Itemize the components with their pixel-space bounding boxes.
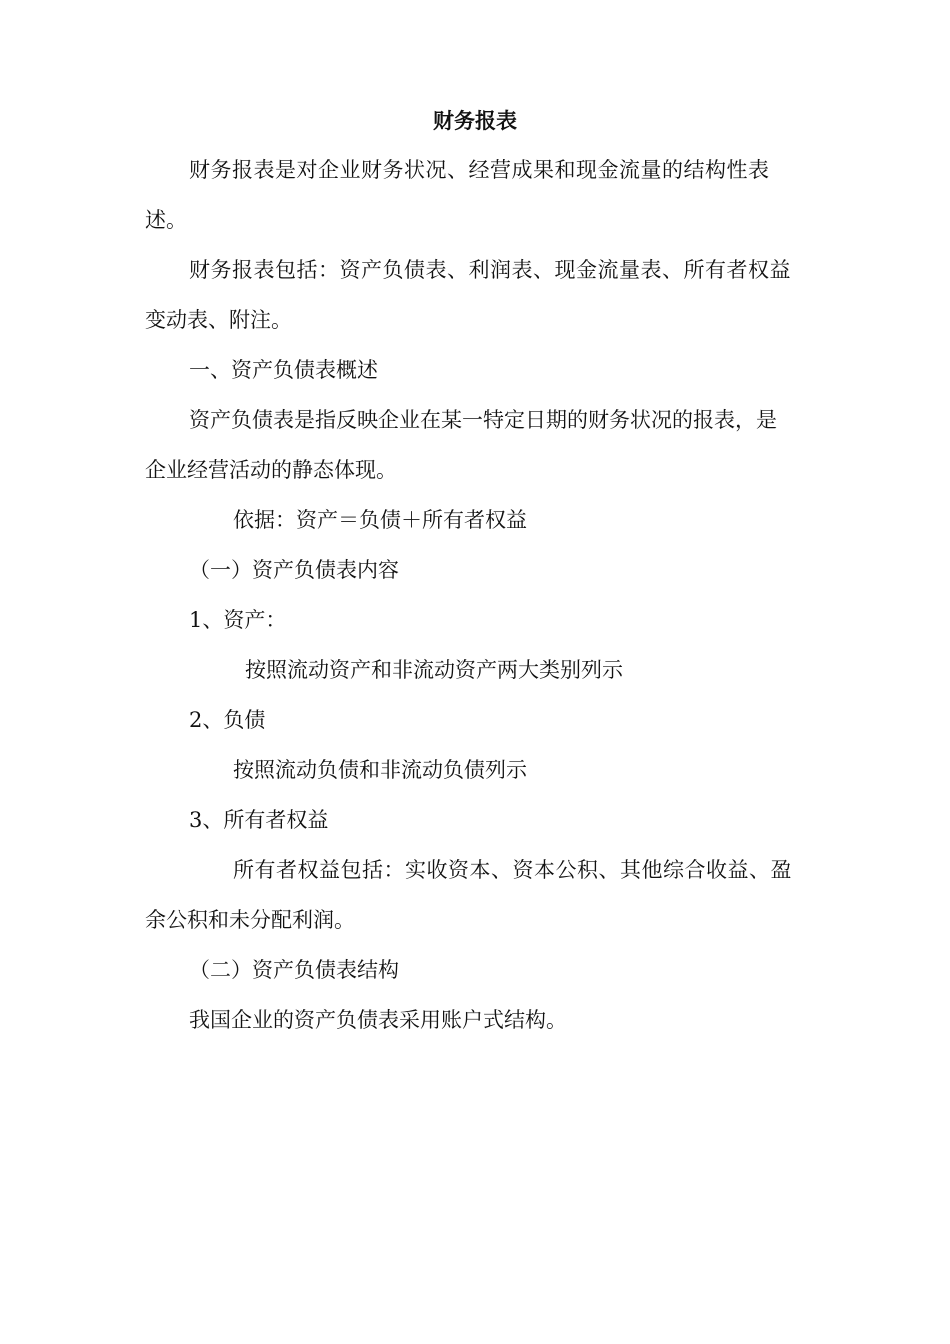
paragraph-definition-line2: 述。 bbox=[145, 208, 187, 232]
paragraph-components-line1: 财务报表包括：资产负债表、利润表、现金流量表、所有者权益 bbox=[189, 258, 791, 282]
accounting-equation: 依据：资产＝负债＋所有者权益 bbox=[233, 508, 527, 532]
subheading-structure: （二）资产负债表结构 bbox=[189, 958, 399, 982]
section-heading-overview: 一、资产负债表概述 bbox=[189, 358, 378, 382]
item-equity-description-line1: 所有者权益包括：实收资本、资本公积、其他综合收益、盈 bbox=[233, 858, 792, 882]
item-equity: 3、所有者权益 bbox=[189, 808, 329, 832]
item-assets: 1、资产： bbox=[189, 608, 287, 632]
subheading-contents: （一）资产负债表内容 bbox=[189, 558, 399, 582]
paragraph-definition-line1: 财务报表是对企业财务状况、经营成果和现金流量的结构性表 bbox=[189, 158, 770, 182]
item-equity-description-line2: 余公积和未分配利润。 bbox=[145, 908, 355, 932]
item-liabilities-description: 按照流动负债和非流动负债列示 bbox=[233, 758, 527, 782]
paragraph-components-line2: 变动表、附注。 bbox=[145, 308, 292, 332]
paragraph-account-format: 我国企业的资产负债表采用账户式结构。 bbox=[189, 1008, 567, 1032]
paragraph-balance-sheet-line2: 企业经营活动的静态体现。 bbox=[145, 458, 397, 482]
document-title: 财务报表 bbox=[433, 109, 517, 133]
item-liabilities: 2、负债 bbox=[189, 708, 266, 732]
paragraph-balance-sheet-line1: 资产负债表是指反映企业在某一特定日期的财务状况的报表，是 bbox=[189, 408, 777, 432]
item-assets-description: 按照流动资产和非流动资产两大类别列示 bbox=[245, 658, 623, 682]
